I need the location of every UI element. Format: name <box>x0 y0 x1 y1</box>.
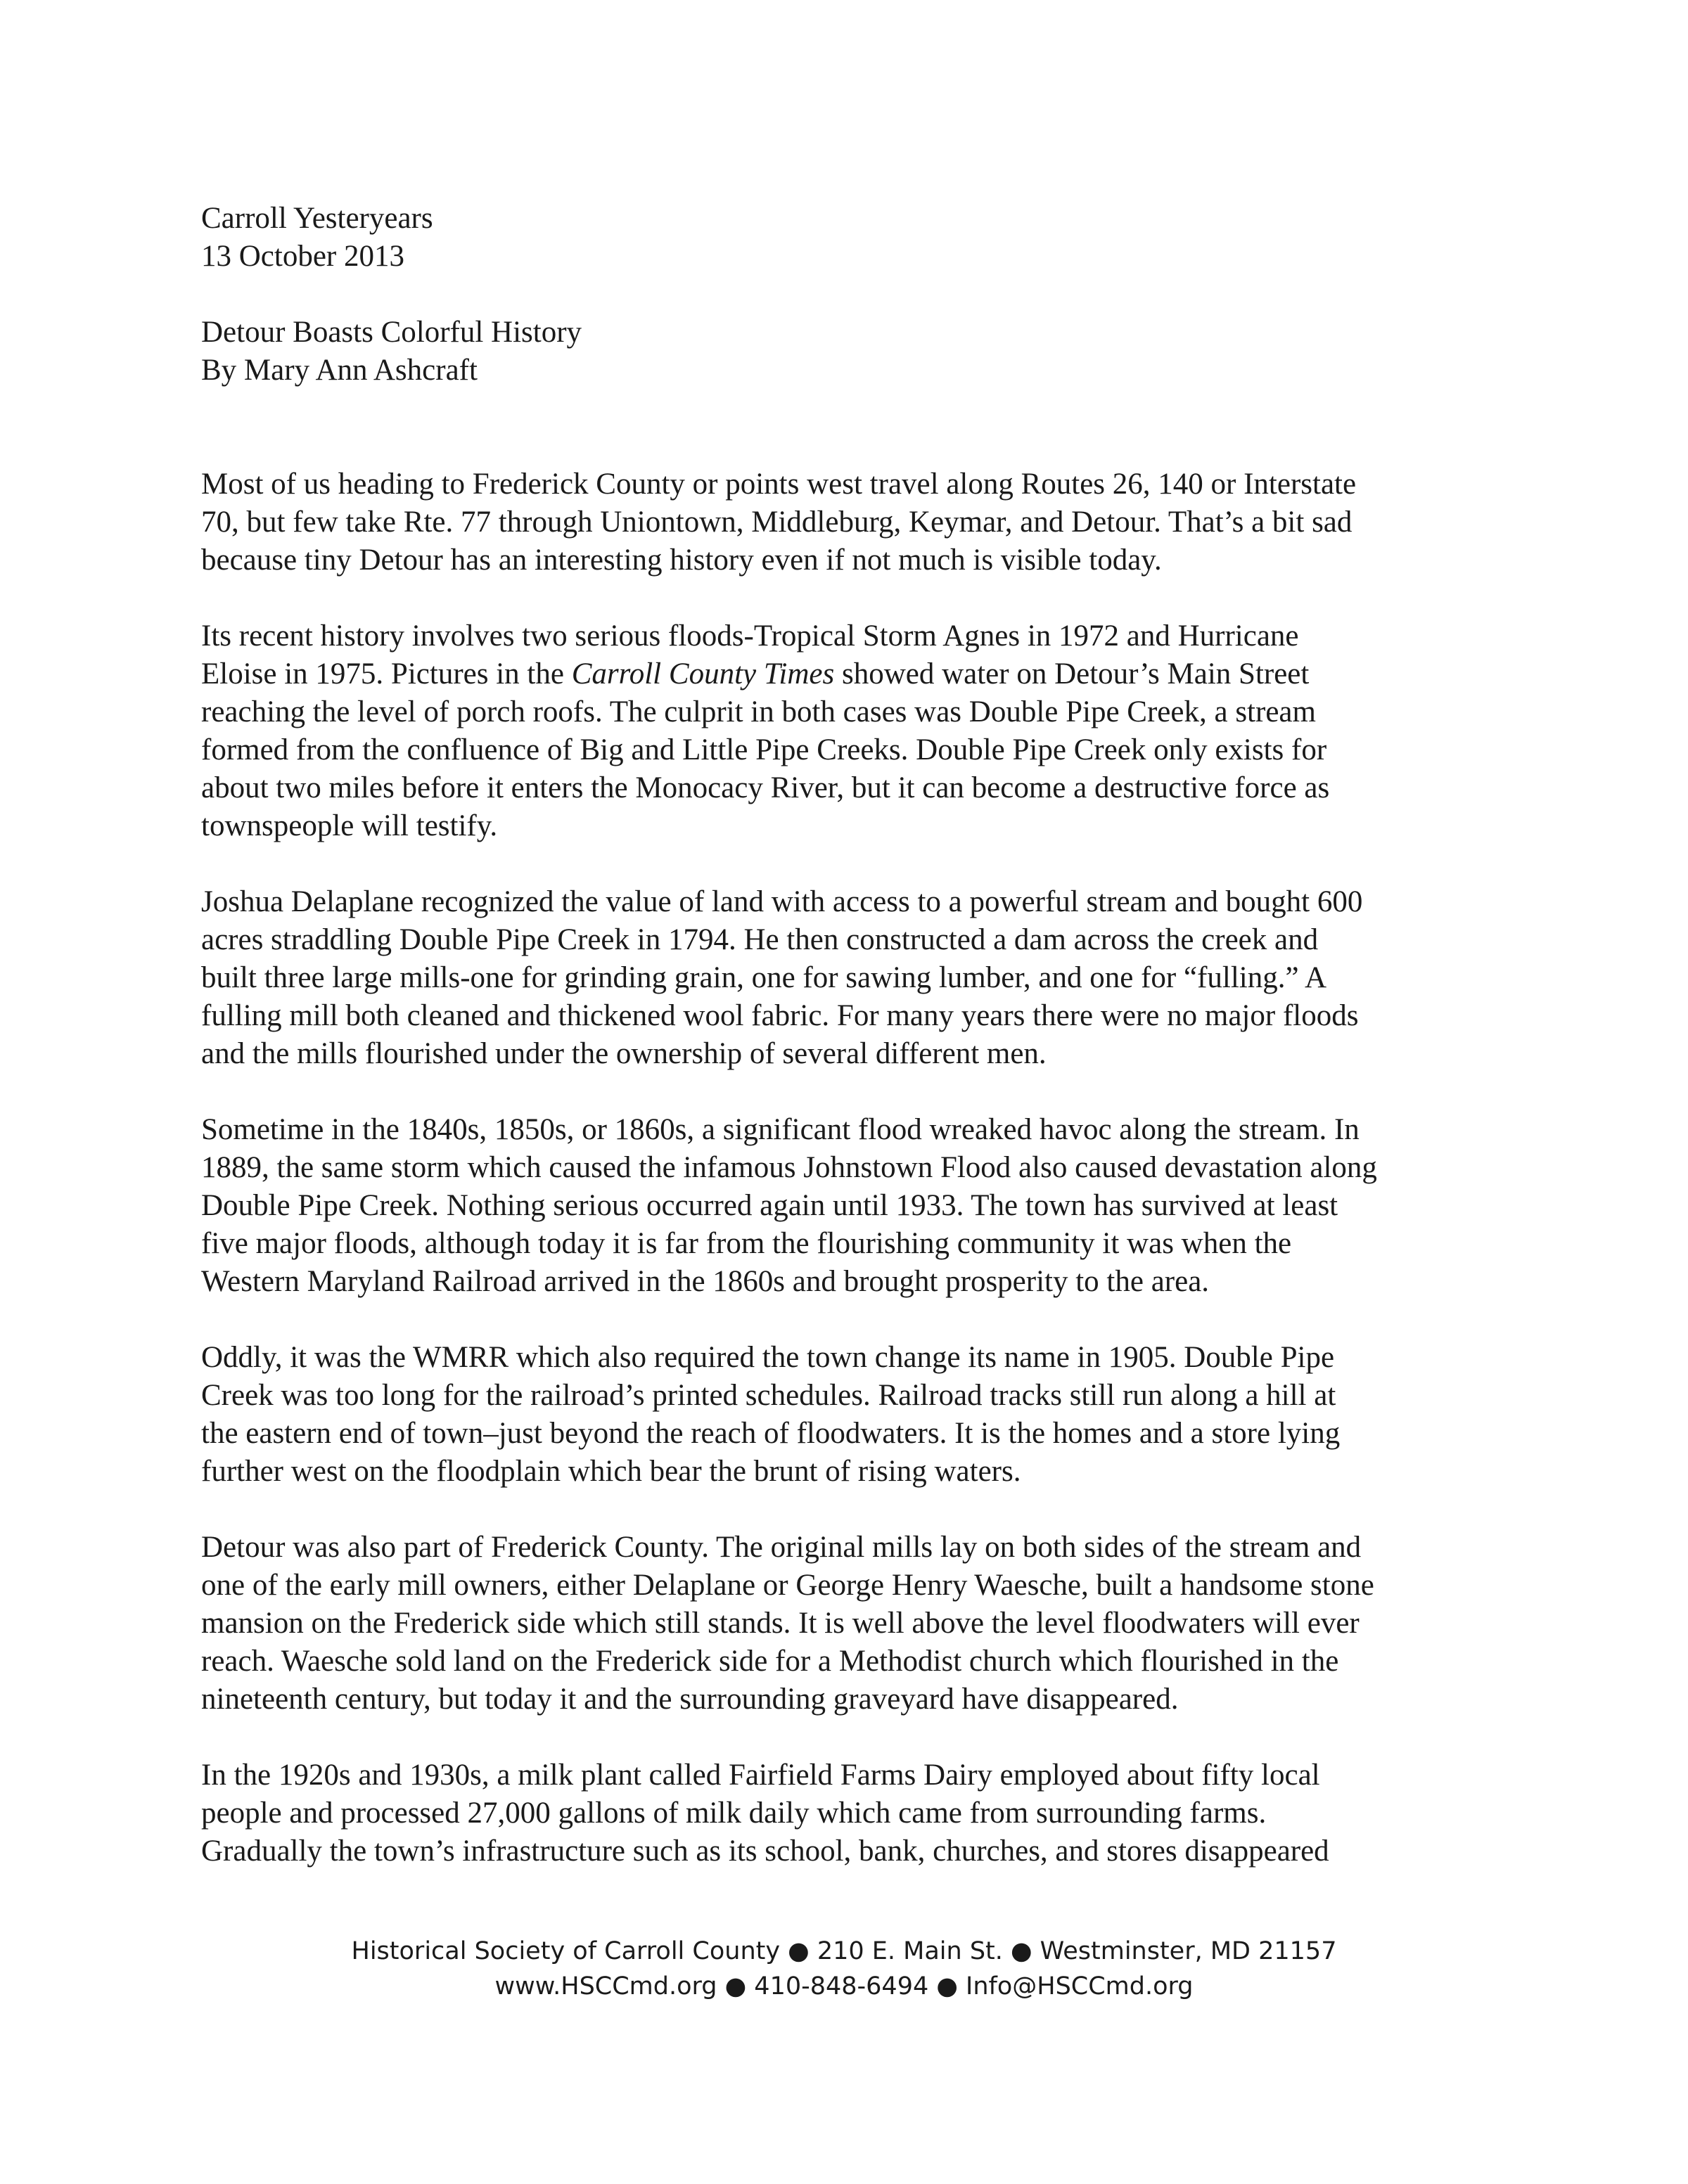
paragraph-5 <box>201 1339 1523 1491</box>
text-line: nineteenth century, but today it and the surrounding graveyard have disappeared. <box>201 1683 1179 1716</box>
publication-name: Carroll Yesteryears <box>201 202 433 235</box>
text-line: Sometime in the 1840s, 1850s, or 1860s, a significant flood wreaked havoc along the stream. In <box>201 1113 1360 1146</box>
text-line: acres straddling Double Pipe Creek in 1794. He then constructed a dam across the creek and <box>201 923 1319 956</box>
text-line: people and processed 27,000 gallons of milk daily which came from surrounding farms. <box>201 1797 1267 1830</box>
text-line: mansion on the Frederick side which still stands. It is well above the level floodwaters will ever <box>201 1607 1360 1640</box>
text-line: Its recent history involves two serious floods-Tropical Storm Agnes in 1972 and Hurricane <box>201 619 1299 653</box>
text-line: Gradually the town’s infrastructure such as its school, bank, churches, and stores disappeared <box>201 1835 1329 1868</box>
text-line: reach. Waesche sold land on the Frederick side for a Methodist church which flourished in the <box>201 1645 1339 1678</box>
paragraph-1 <box>201 465 1523 579</box>
text-segment: Eloise in 1975. Pictures in the <box>201 657 572 690</box>
text-line: because tiny Detour has an interesting history even if not much is visible today. <box>201 544 1162 577</box>
text-line: five major floods, although today it is far from the flourishing community it was when the <box>201 1227 1292 1260</box>
paragraph-3 <box>201 883 1523 1073</box>
text-line: one of the early mill owners, either Delaplane or George Henry Waesche, built a handsome stone <box>201 1569 1374 1602</box>
paragraph-4 <box>201 1111 1523 1301</box>
article-byline: By Mary Ann Ashcraft <box>201 354 478 387</box>
text-line: 1889, the same storm which caused the infamous Johnstown Flood also caused devastation along <box>201 1151 1377 1184</box>
article-title: Detour Boasts Colorful History <box>201 316 582 349</box>
text-line: about two miles before it enters the Monocacy River, but it can become a destructive force as <box>201 771 1330 804</box>
text-line: townspeople will testify. <box>201 809 498 842</box>
text-line: fulling mill both cleaned and thickened wool fabric. For many years there were no major floods <box>201 999 1359 1032</box>
text-line: Creek was too long for the railroad’s printed schedules. Railroad tracks still run along a hill at <box>201 1379 1336 1412</box>
text-line: 70, but few take Rte. 77 through Uniontown, Middleburg, Keymar, and Detour. That’s a bit sad <box>201 506 1353 539</box>
text-line: Western Maryland Railroad arrived in the 1860s and brought prosperity to the area. <box>201 1265 1210 1298</box>
article-body <box>201 200 1523 1908</box>
text-line: In the 1920s and 1930s, a milk plant called Fairfield Farms Dairy employed about fifty local <box>201 1759 1320 1792</box>
footer-contact: www.HSCCmd.org ● 410-848-6494 ● Info@HSCCmd.org <box>494 1972 1194 2000</box>
paragraph-2 <box>201 617 1523 845</box>
page-footer <box>0 1934 1688 2004</box>
text-line: further west on the floodplain which bear the brunt of rising waters. <box>201 1455 1021 1488</box>
text-segment: showed water on Detour’s Main Street <box>834 657 1310 690</box>
text-line: formed from the confluence of Big and Little Pipe Creeks. Double Pipe Creek only exists for <box>201 733 1327 766</box>
newspaper-name: Carroll County Times <box>571 657 835 690</box>
text-line: Joshua Delaplane recognized the value of land with access to a powerful stream and bought 600 <box>201 885 1363 918</box>
publication-date: 13 October 2013 <box>201 240 404 273</box>
text-line: built three large mills-one for grinding grain, one for sawing lumber, and one for “fulling.” A <box>201 961 1327 994</box>
text-line: Most of us heading to Frederick County or points west travel along Routes 26, 140 or Interstate <box>201 468 1357 501</box>
text-line: reaching the level of porch roofs. The culprit in both cases was Double Pipe Creek, a stream <box>201 695 1316 728</box>
text-line: Double Pipe Creek. Nothing serious occurred again until 1933. The town has survived at least <box>201 1189 1338 1222</box>
text-line: and the mills flourished under the ownership of several different men. <box>201 1037 1047 1070</box>
paragraph-7 <box>201 1756 1523 1870</box>
footer-address: Historical Society of Carroll County ● 210 E. Main St. ● Westminster, MD 21157 <box>351 1937 1337 1965</box>
text-line: Detour was also part of Frederick County. The original mills lay on both sides of the stream and <box>201 1531 1362 1564</box>
text-line: Oddly, it was the WMRR which also required the town change its name in 1905. Double Pipe <box>201 1341 1335 1374</box>
paragraph-6 <box>201 1529 1523 1719</box>
text-line <box>201 655 1523 693</box>
text-line: the eastern end of town–just beyond the reach of floodwaters. It is the homes and a store lying <box>201 1417 1341 1450</box>
